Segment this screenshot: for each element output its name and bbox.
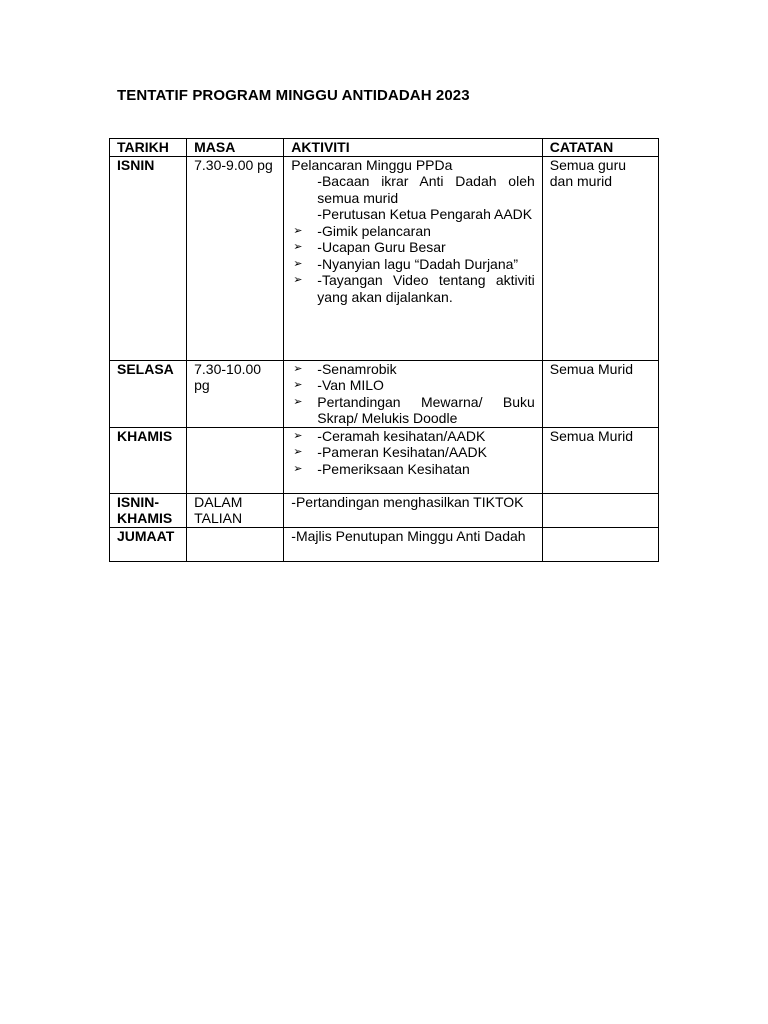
table-row (110, 527, 659, 561)
cell-tarikh: ISNIN-KHAMIS (110, 493, 187, 527)
table-row (110, 156, 659, 360)
arrow-bullet-icon: ➢ (293, 362, 303, 375)
cell-catatan: Semua Murid (542, 360, 658, 427)
arrow-bullet-icon: ➢ (293, 379, 303, 391)
cell-masa (187, 427, 284, 493)
cell-aktiviti (284, 360, 542, 427)
aktiviti-bullet-text: -Pemeriksaan Kesihatan (317, 460, 470, 477)
aktiviti-bullet-item (291, 377, 534, 394)
arrow-bullet-icon: ➢ (293, 446, 303, 458)
cell-catatan: Semua Murid (542, 427, 658, 493)
table-row (110, 493, 659, 527)
cell-catatan: Semua guru dan murid (542, 156, 658, 360)
aktiviti-bullet-text: -Senamrobik (317, 360, 397, 377)
aktiviti-bullet-text: -Tayangan Video tentang aktiviti yang akan dijalankan. (317, 272, 535, 305)
aktiviti-bullet-text: -Pameran Kesihatan/AADK (317, 444, 487, 460)
aktiviti-bullet-text: -Ceramah kesihatan/AADK (317, 427, 486, 444)
cell-tarikh: ISNIN (110, 156, 187, 360)
cell-masa: 7.30-10.00 pg (187, 360, 284, 427)
cell-masa: DALAM TALIAN (187, 493, 284, 527)
cell-catatan (542, 527, 658, 561)
table-row (110, 427, 659, 493)
aktiviti-sub-item: -Bacaan ikrar Anti Dadah oleh semua murid (317, 173, 535, 206)
aktiviti-bullet-item (291, 394, 534, 427)
aktiviti-bullet-item (291, 361, 534, 378)
cell-tarikh: KHAMIS (110, 427, 187, 493)
cell-aktiviti (284, 156, 542, 360)
cell-aktiviti: -Majlis Penutupan Minggu Anti Dadah (284, 527, 542, 561)
aktiviti-intro: Pelancaran Minggu PPDa (291, 156, 453, 173)
cell-masa: 7.30-9.00 pg (187, 156, 284, 360)
cell-aktiviti: -Pertandingan menghasilkan TIKTOK (284, 493, 542, 527)
aktiviti-bullet-text: -Gimik pelancaran (317, 222, 431, 239)
arrow-bullet-icon: ➢ (293, 224, 303, 237)
cell-aktiviti (284, 427, 542, 493)
table-header-row (110, 139, 659, 157)
cell-tarikh: JUMAAT (110, 527, 187, 561)
aktiviti-bullet-item (291, 272, 534, 305)
aktiviti-bullet-item (291, 461, 534, 478)
aktiviti-bullet-item (291, 239, 534, 256)
aktiviti-bullet-text: -Ucapan Guru Besar (317, 239, 446, 255)
header-aktiviti: AKTIVITI (284, 139, 542, 157)
aktiviti-bullet-text: -Van MILO (317, 377, 384, 393)
header-tarikh: TARIKH (110, 139, 187, 157)
header-catatan: CATATAN (542, 139, 658, 157)
arrow-bullet-icon: ➢ (293, 241, 303, 253)
header-masa: MASA (187, 139, 284, 157)
table-row (110, 360, 659, 427)
aktiviti-bullet-list (291, 361, 534, 427)
aktiviti-bullet-item (291, 444, 534, 461)
aktiviti-bullet-list (291, 428, 534, 478)
arrow-bullet-icon: ➢ (293, 395, 303, 408)
schedule-table (109, 138, 659, 562)
arrow-bullet-icon: ➢ (293, 462, 303, 475)
document-title: TENTATIF PROGRAM MINGGU ANTIDADAH 2023 (117, 87, 470, 104)
aktiviti-bullet-item (291, 428, 534, 445)
arrow-bullet-icon: ➢ (293, 429, 303, 442)
cell-catatan (542, 493, 658, 527)
aktiviti-bullet-list (291, 223, 534, 306)
aktiviti-bullet-text: -Nyanyian lagu “Dadah Durjana” (317, 255, 519, 272)
aktiviti-sub-item: -Perutusan Ketua Pengarah AADK (317, 206, 533, 222)
aktiviti-bullet-item (291, 223, 534, 240)
aktiviti-bullet-item (291, 256, 534, 273)
cell-tarikh: SELASA (110, 360, 187, 427)
arrow-bullet-icon: ➢ (293, 274, 303, 286)
cell-masa (187, 527, 284, 561)
aktiviti-bullet-text: Pertandingan Mewarna/ Buku Skrap/ Melukis Doodle (317, 393, 535, 426)
arrow-bullet-icon: ➢ (293, 257, 303, 270)
